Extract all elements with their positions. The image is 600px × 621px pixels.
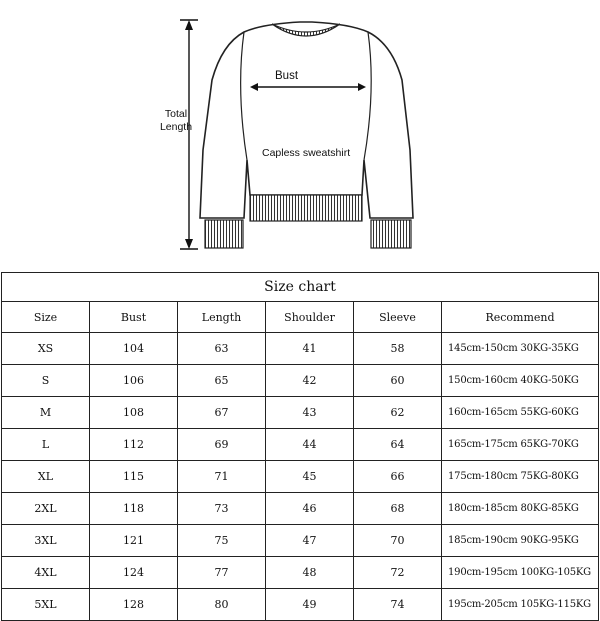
cell-sleeve: 66 — [354, 461, 442, 493]
cell-bust: 115 — [90, 461, 178, 493]
cell-bust: 104 — [90, 333, 178, 365]
table-row — [2, 397, 599, 429]
cell-recommend: 160cm-165cm 55KG-60KG — [442, 397, 599, 429]
cell-recommend: 175cm-180cm 75KG-80KG — [442, 461, 599, 493]
cell-length: 73 — [178, 493, 266, 525]
cell-shoulder: 44 — [266, 429, 354, 461]
cell-shoulder: 46 — [266, 493, 354, 525]
cell-sleeve: 74 — [354, 589, 442, 621]
sweatshirt-illustration — [0, 0, 600, 270]
table-row — [2, 333, 599, 365]
cell-bust: 108 — [90, 397, 178, 429]
cell-size: 4XL — [2, 557, 90, 589]
cell-recommend: 185cm-190cm 90KG-95KG — [442, 525, 599, 557]
cell-size: S — [2, 365, 90, 397]
cell-size: 3XL — [2, 525, 90, 557]
cell-recommend: 145cm-150cm 30KG-35KG — [442, 333, 599, 365]
cell-length: 67 — [178, 397, 266, 429]
cell-recommend: 180cm-185cm 80KG-85KG — [442, 493, 599, 525]
table-row — [2, 525, 599, 557]
cell-bust: 112 — [90, 429, 178, 461]
cell-recommend: 190cm-195cm 100KG-105KG — [442, 557, 599, 589]
column-header-size: Size — [2, 302, 90, 333]
table-header-row — [2, 302, 599, 333]
cell-shoulder: 42 — [266, 365, 354, 397]
sweatshirt-outline — [200, 22, 413, 218]
table-row — [2, 365, 599, 397]
cell-length: 65 — [178, 365, 266, 397]
cell-bust: 118 — [90, 493, 178, 525]
cell-shoulder: 45 — [266, 461, 354, 493]
column-header-length: Length — [178, 302, 266, 333]
column-header-recommend: Recommend — [442, 302, 599, 333]
table-row — [2, 493, 599, 525]
column-header-sleeve: Sleeve — [354, 302, 442, 333]
right-cuff — [371, 220, 411, 248]
cell-sleeve: 58 — [354, 333, 442, 365]
left-cuff — [205, 220, 243, 248]
cell-shoulder: 43 — [266, 397, 354, 429]
table-row — [2, 589, 599, 621]
total-length-label: Total Length — [159, 108, 193, 133]
cell-size: L — [2, 429, 90, 461]
size-chart-table — [1, 272, 599, 621]
cell-shoulder: 48 — [266, 557, 354, 589]
cell-size: M — [2, 397, 90, 429]
cell-size: 2XL — [2, 493, 90, 525]
cell-sleeve: 62 — [354, 397, 442, 429]
column-header-bust: Bust — [90, 302, 178, 333]
cell-sleeve: 64 — [354, 429, 442, 461]
cell-length: 80 — [178, 589, 266, 621]
cell-bust: 121 — [90, 525, 178, 557]
table-caption: Size chart — [2, 273, 599, 302]
cell-length: 63 — [178, 333, 266, 365]
cell-bust: 106 — [90, 365, 178, 397]
cell-shoulder: 47 — [266, 525, 354, 557]
cell-length: 77 — [178, 557, 266, 589]
cell-recommend: 165cm-175cm 65KG-70KG — [442, 429, 599, 461]
cell-size: 5XL — [2, 589, 90, 621]
cell-length: 71 — [178, 461, 266, 493]
cell-bust: 128 — [90, 589, 178, 621]
waistband — [250, 195, 362, 221]
cell-recommend: 195cm-205cm 105KG-115KG — [442, 589, 599, 621]
cell-length: 69 — [178, 429, 266, 461]
cell-shoulder: 41 — [266, 333, 354, 365]
column-header-shoulder: Shoulder — [266, 302, 354, 333]
garment-label: Capless sweatshirt — [262, 147, 351, 159]
cell-sleeve: 70 — [354, 525, 442, 557]
cell-shoulder: 49 — [266, 589, 354, 621]
cell-bust: 124 — [90, 557, 178, 589]
cell-size: XS — [2, 333, 90, 365]
table-row — [2, 557, 599, 589]
bust-label: Bust — [275, 70, 299, 82]
cell-sleeve: 72 — [354, 557, 442, 589]
garment-diagram — [0, 0, 600, 270]
table-row — [2, 461, 599, 493]
cell-size: XL — [2, 461, 90, 493]
cell-sleeve: 60 — [354, 365, 442, 397]
cell-sleeve: 68 — [354, 493, 442, 525]
cell-length: 75 — [178, 525, 266, 557]
cell-recommend: 150cm-160cm 40KG-50KG — [442, 365, 599, 397]
table-row — [2, 429, 599, 461]
